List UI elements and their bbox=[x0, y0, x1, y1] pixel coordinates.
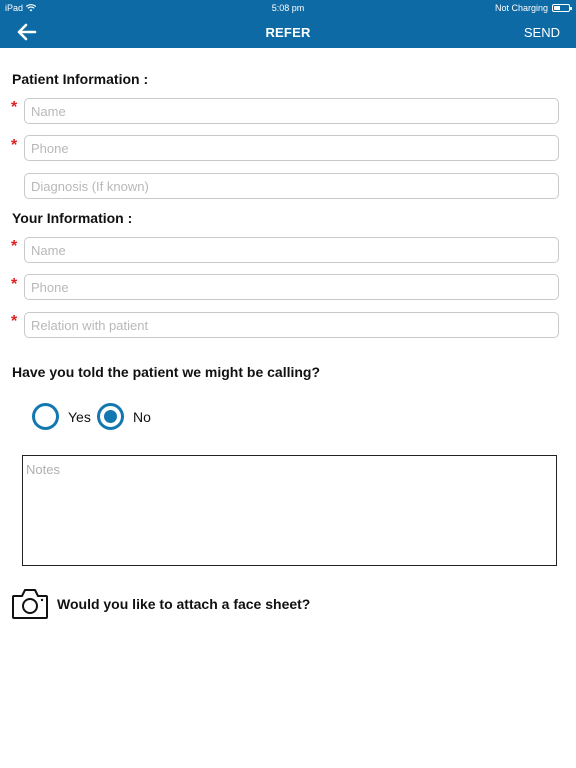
required-marker: * bbox=[11, 238, 18, 255]
camera-icon[interactable] bbox=[11, 587, 49, 621]
patient-name-input[interactable] bbox=[24, 98, 559, 124]
radio-checked-icon[interactable] bbox=[97, 403, 124, 430]
attach-face-sheet-button[interactable] bbox=[11, 587, 310, 621]
radio-yes-label: Yes bbox=[68, 408, 91, 425]
battery-icon bbox=[552, 4, 570, 12]
charging-status: Not Charging bbox=[494, 3, 548, 13]
your-phone-input[interactable] bbox=[24, 274, 559, 300]
radio-yes[interactable] bbox=[32, 403, 91, 430]
device-label: iPad bbox=[5, 3, 24, 13]
patient-diagnosis-input[interactable] bbox=[24, 173, 559, 199]
app-header bbox=[0, 0, 576, 48]
your-section-label: Your Information : bbox=[12, 210, 133, 226]
status-bar bbox=[0, 0, 576, 16]
clock: 5:08 pm bbox=[271, 3, 305, 13]
required-marker: * bbox=[11, 276, 18, 293]
patient-section-label: Patient Information : bbox=[12, 71, 149, 87]
patient-phone-input[interactable] bbox=[24, 135, 559, 161]
attach-face-sheet-label: Would you like to attach a face sheet? bbox=[57, 596, 311, 612]
navigation-bar bbox=[0, 16, 576, 48]
your-name-input[interactable] bbox=[24, 237, 559, 263]
required-marker: * bbox=[11, 99, 18, 116]
required-marker: * bbox=[11, 137, 18, 154]
send-button[interactable]: SEND bbox=[523, 25, 560, 40]
page-title: REFER bbox=[265, 25, 311, 40]
radio-no-label: No bbox=[133, 408, 151, 425]
told-patient-question: Have you told the patient we might be calling? bbox=[12, 364, 321, 380]
required-marker: * bbox=[11, 313, 18, 330]
notes-textarea[interactable] bbox=[22, 455, 557, 566]
relation-input[interactable] bbox=[24, 312, 559, 338]
radio-no[interactable] bbox=[97, 403, 151, 430]
radio-unchecked-icon[interactable] bbox=[32, 403, 59, 430]
